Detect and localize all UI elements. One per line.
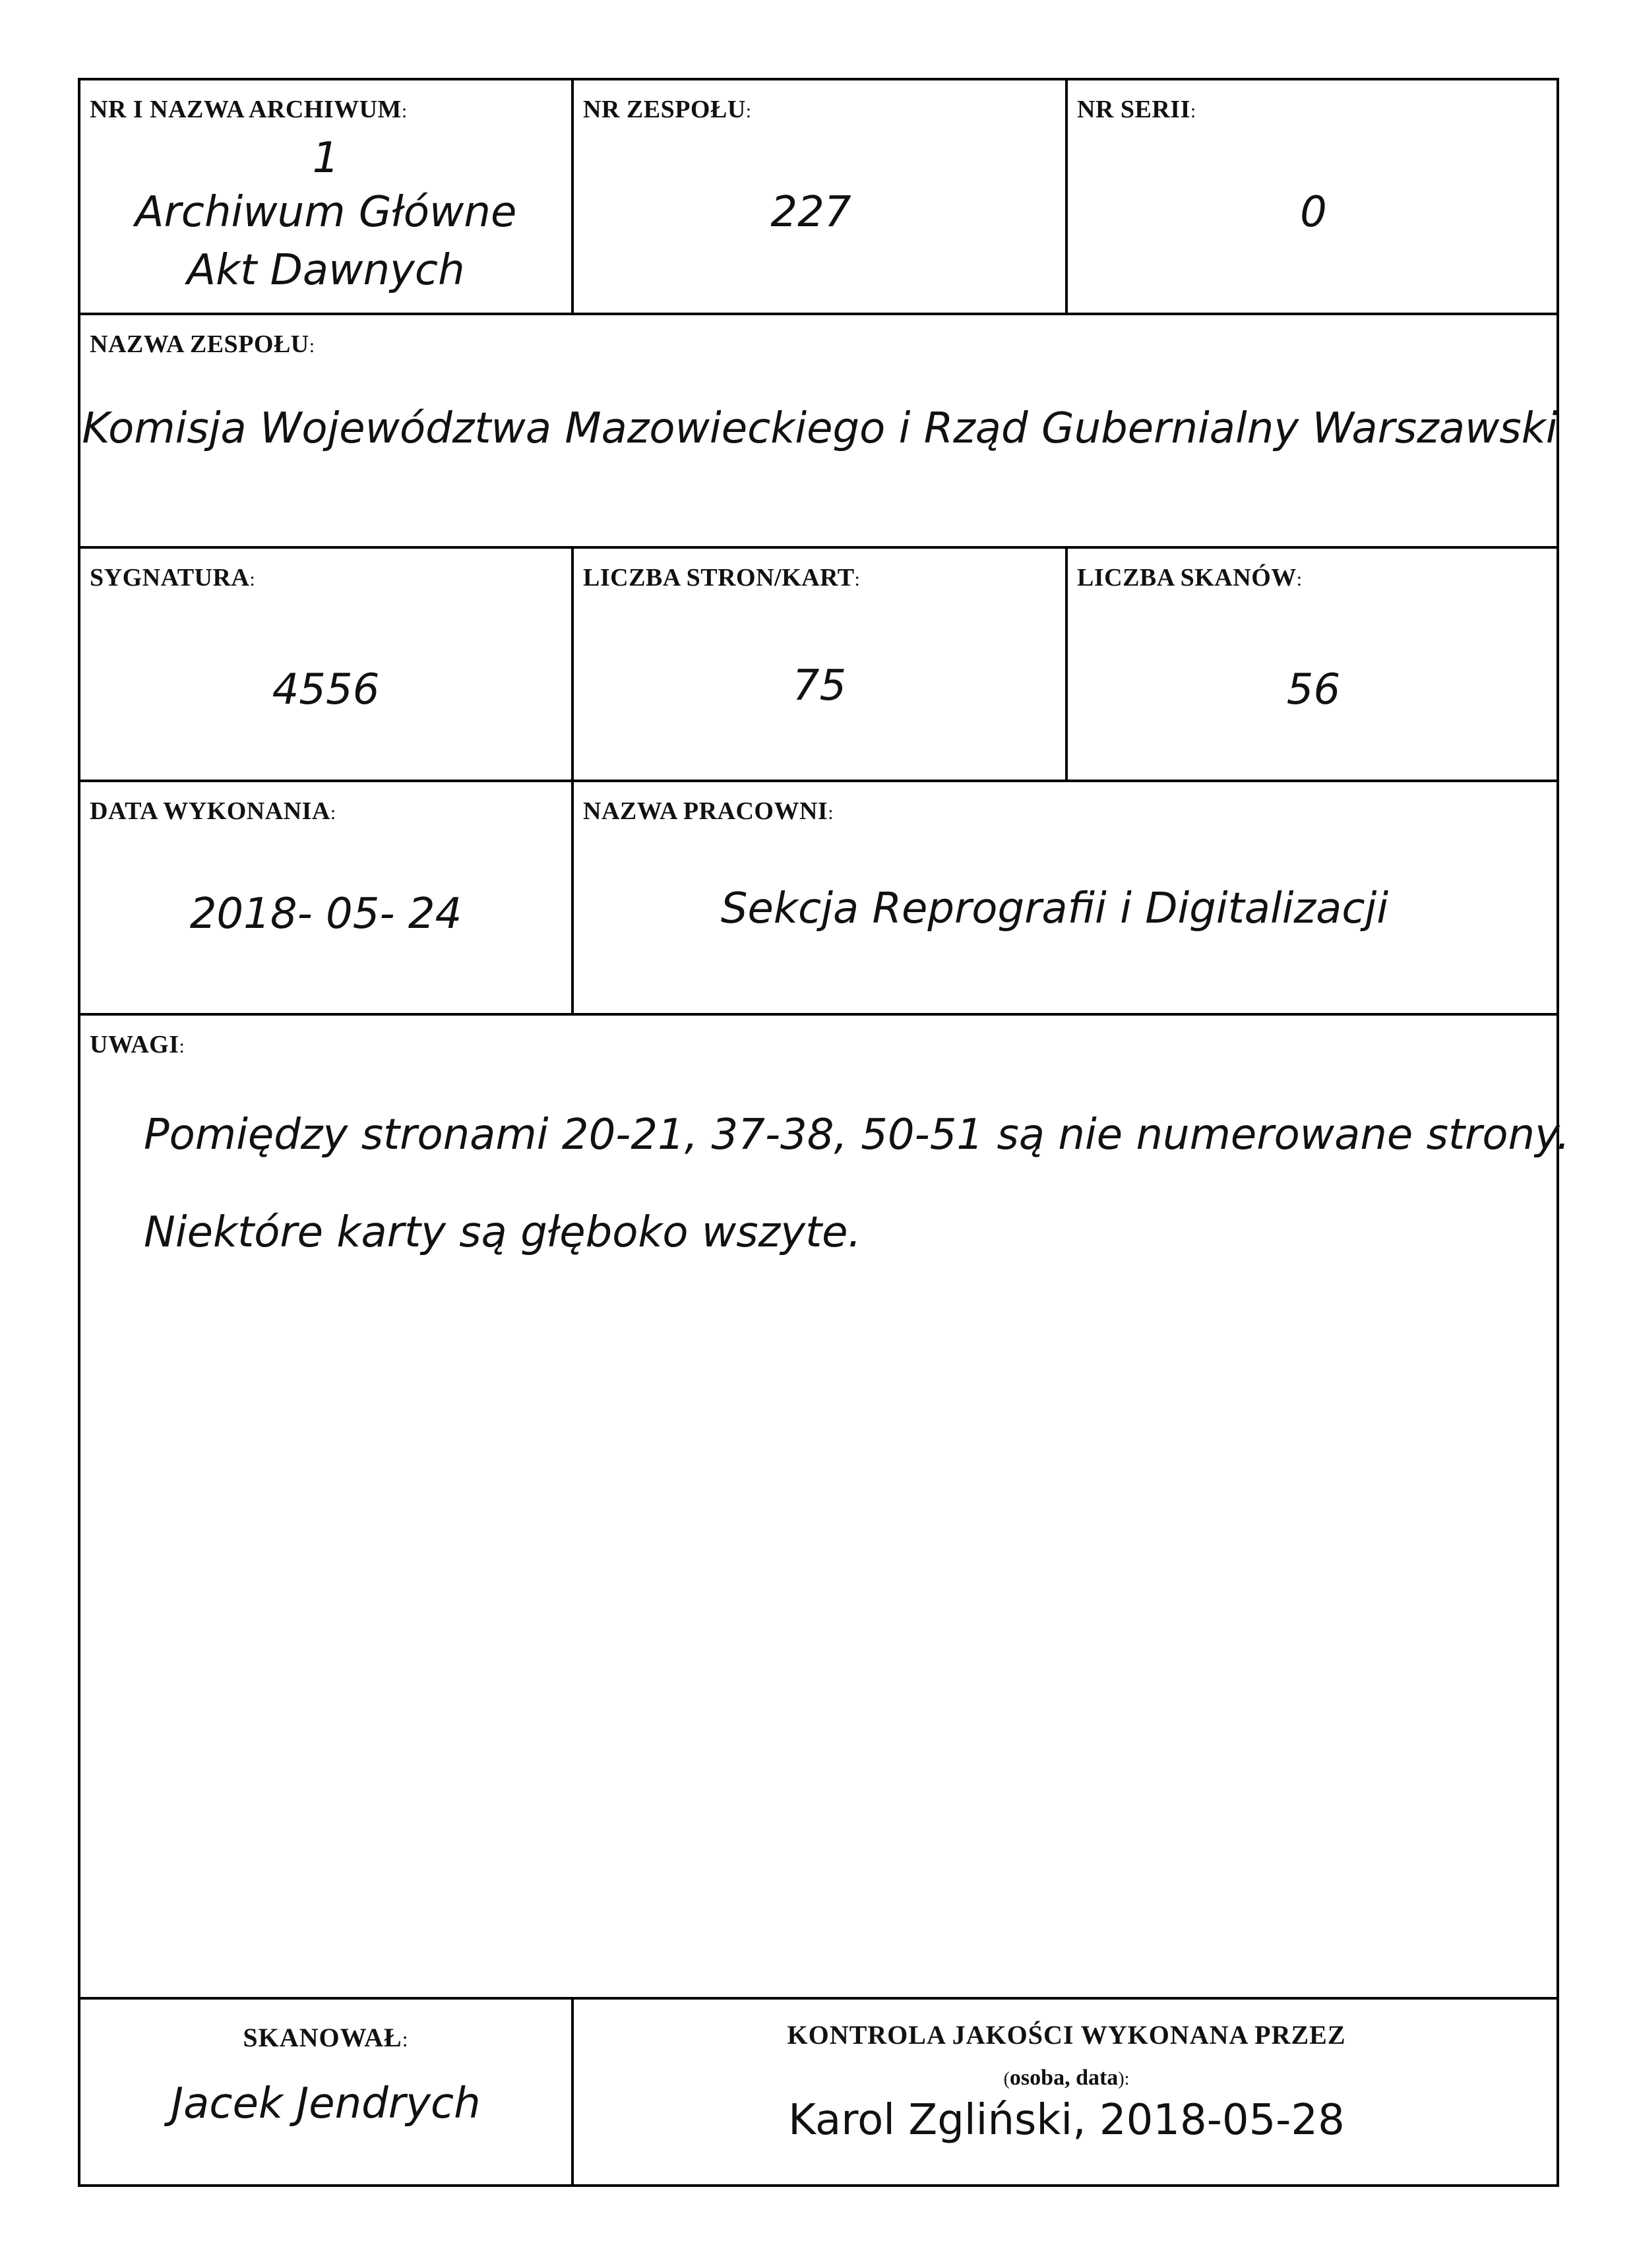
scanned-by-value: Jacek Jendrych — [171, 2079, 481, 2128]
colon: : — [745, 100, 752, 122]
date-value: 2018- 05- 24 — [189, 890, 462, 938]
paren-close: ): — [1118, 2069, 1130, 2089]
fond-number-value: 227 — [770, 188, 851, 237]
fond-name-label: NAZWA ZESPOŁU — [90, 330, 309, 358]
quality-control-value: Karol Zgliński, 2018-05-28 — [788, 2096, 1345, 2145]
archive-name-line1: Archiwum Główne — [135, 188, 517, 237]
date-label: DATA WYKONANIA — [90, 797, 330, 825]
series-cell — [1068, 80, 1559, 313]
archive-number: 1 — [312, 134, 340, 183]
scan-count-cell — [1068, 549, 1559, 780]
date-cell — [80, 782, 571, 1013]
scanned-by-label: SKANOWAŁ — [243, 2023, 402, 2052]
notes-label: UWAGI — [90, 1031, 179, 1058]
scanned-by-cell — [80, 2000, 571, 2187]
colon: : — [1190, 100, 1196, 122]
signature-cell — [80, 549, 571, 780]
colon: : — [1296, 568, 1303, 590]
notes-line-2: Niektóre karty są głęboko wszyte. — [144, 1208, 861, 1257]
notes-line-1: Pomiędzy stronami 20-21, 37-38, 50-51 są nie numerowane strony. — [144, 1111, 1570, 1159]
colon: : — [249, 568, 256, 590]
page-count-cell — [574, 549, 1065, 780]
colon: : — [309, 335, 315, 357]
quality-control-sublabel: osoba, data — [1009, 2066, 1119, 2090]
scan-count-label: LICZBA SKANÓW — [1077, 564, 1297, 592]
paren-open: ( — [1003, 2069, 1010, 2089]
archive-cell — [80, 80, 571, 313]
colon: : — [330, 802, 336, 824]
fond-name-value: Komisja Województwa Mazowieckiego i Rząd Gubernialny Warszawski — [82, 404, 1558, 453]
quality-control-label: KONTROLA JAKOŚCI WYKONANA PRZEZ — [787, 2020, 1346, 2050]
fond-number-cell — [574, 80, 1065, 313]
colon: : — [179, 1035, 185, 1057]
colon: : — [854, 568, 861, 590]
fond-name-cell — [80, 315, 1559, 546]
series-value: 0 — [1300, 188, 1327, 237]
colon: : — [402, 2027, 409, 2051]
page-count-value: 75 — [792, 661, 847, 710]
colon: : — [828, 802, 834, 824]
scan-count-value: 56 — [1286, 665, 1341, 714]
fond-number-label: NR ZESPOŁU — [583, 96, 746, 123]
series-label: NR SERII — [1077, 96, 1190, 123]
notes-cell — [80, 1016, 1570, 1997]
quality-control-cell — [574, 2000, 1559, 2187]
archive-name-line2: Akt Dawnych — [187, 246, 465, 295]
archive-label: NR I NAZWA ARCHIWUM — [90, 96, 402, 123]
workshop-label: NAZWA PRACOWNI — [583, 797, 828, 825]
signature-value: 4556 — [272, 665, 380, 714]
page-count-label: LICZBA STRON/KART — [583, 564, 855, 592]
metrics-sheet — [78, 78, 1570, 2187]
signature-label: SYGNATURA — [90, 564, 250, 592]
workshop-value: Sekcja Reprografii i Digitalizacji — [720, 884, 1389, 933]
workshop-cell — [574, 782, 1559, 1013]
colon: : — [401, 100, 408, 122]
